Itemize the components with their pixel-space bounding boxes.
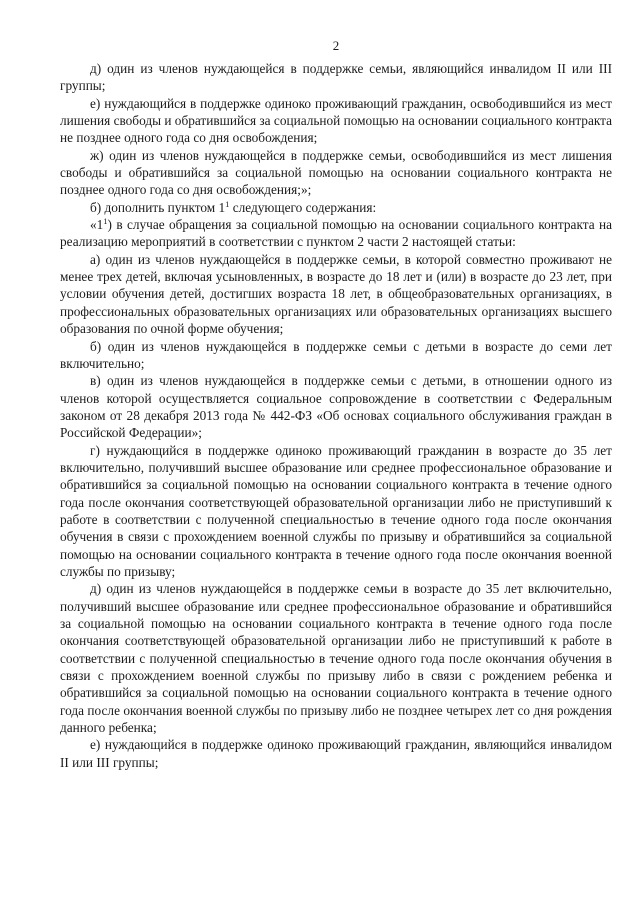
paragraph: е) нуждающийся в поддержке одиноко проживающий гражданин, освободившийся из мест лишения свободы и обратившийся за социальной помощью на основании социального контракта не позднее одного года со дня освобождения; [60, 95, 613, 146]
paragraph: б) один из членов нуждающейся в поддержке семьи с детьми в возрасте до семи лет включительно; [60, 338, 612, 371]
paragraph: «$1^1$) в случае обращения за социальной помощью на основании социального контракта на реализацию мероприятий в соответствии с пунктом 2 части 2 настоящей статьи: [60, 216, 612, 250]
paragraph: в) один из членов нуждающейся в поддержке семьи с детьми, в отношении одного из членов которой осуществляется социальное сопровождение в соответствии с Федеральным законом от 28 декабря 2013 года № 442-ФЗ «Об основах социального обслуживания граждан в Российской Федерации»; [60, 373, 612, 441]
paragraph: е) нуждающийся в поддержке одиноко проживающий гражданин, являющийся инвалидом II или III группы; [60, 737, 612, 770]
document-page [60, 38, 612, 771]
paragraph: б) дополнить пунктом $1^1$ следующего содержания: [90, 198, 377, 215]
paragraph: д) один из членов нуждающейся в поддержке семьи, являющийся инвалидом II или III группы; [60, 61, 612, 94]
paragraph: а) один из членов нуждающейся в поддержке семьи, в которой совместно проживают не менее трех детей, включая усыновленных, в возрасте до 18 лет и (или) в возрасте до 23 лет, при условии обучения детей, достигших возраста 18 лет, в общеобразовательных организациях, в профессиональных образовательных организациях или образовательных организациях высшего образования по очной форме обучения; [60, 251, 612, 337]
paragraph: г) нуждающийся в поддержке одиноко проживающий гражданин в возрасте до 35 лет включительно, получивший высшее образование или среднее профессиональное образование и обратившийся за социальной помощью на основании социального контракта в течение одного года после окончания соответствующей образовательной организации либо не приступивший к работе в соответствии с полученной специальностью в течение одного года после окончания обучения в связи с прохождением военной службы по призыву и обратившийся за социальной помощью на основании социального контракта в течение одного года после окончания военной службы по призыву; [60, 442, 612, 579]
paragraph: ж) один из членов нуждающейся в поддержке семьи, освободившийся из мест лишения свободы и обратившийся за социальной помощью на основании социального контракта не позднее одного года со дня освобождения;»; [60, 147, 612, 198]
page-number: 2 [332, 38, 340, 53]
paragraph: д) один из членов нуждающейся в поддержке семьи в возрасте до 35 лет включительно, получивший высшее образование или среднее профессиональное образование и обратившийся за социальной помощью на основании социального контракта в течение одного года после окончания соответствующей образовательной организации либо не приступивший к работе в соответствии с полученной специальностью в течение одного года после окончания обучения в связи с прохождением военной службы по призыву либо в связи с рождением ребенка и обратившийся за социальной помощью на основании социального контракта в течение одного года после окончания военной службы по призыву либо не позднее четырех лет со дня рождения данного ребенка; [60, 581, 612, 736]
document-body [60, 60, 612, 771]
